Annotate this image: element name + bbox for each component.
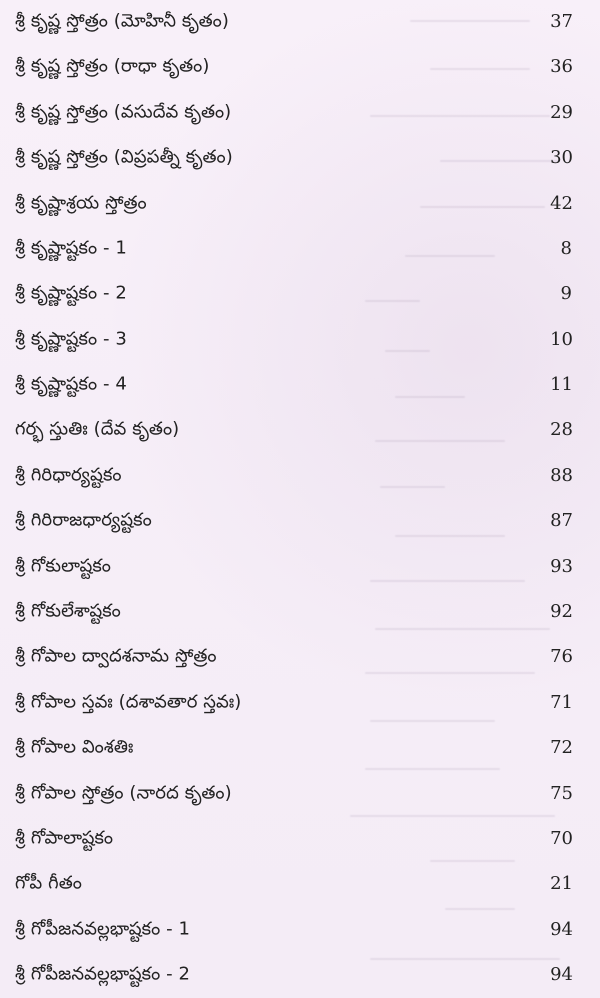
entry-title: గోపీ గీతం — [15, 872, 82, 894]
entry-title: శ్రీ కృష్ణాష్టకం - 1 — [15, 237, 127, 259]
toc-entry — [0, 726, 600, 770]
toc-entry — [0, 454, 600, 498]
entry-page-number: 42 — [550, 193, 573, 214]
entry-title: శ్రీ కృష్ణ స్తోత్రం (మోహినీ కృతం) — [15, 10, 229, 32]
entry-title: శ్రీ కృష్ణాష్టకం - 3 — [15, 328, 127, 350]
entry-title: శ్రీ గిరిరాజధార్యష్టకం — [15, 509, 152, 531]
entry-page-number: 94 — [550, 919, 573, 940]
entry-title: శ్రీ గోపీజనవల్లభాష్టకం - 1 — [15, 918, 191, 940]
toc-entry — [0, 545, 600, 589]
entry-title: శ్రీ గోకులాష్టకం — [15, 555, 112, 577]
entry-title: శ్రీ గోపాల స్తవః (దశావతార స్తవః) — [15, 691, 242, 713]
entry-page-number: 21 — [550, 873, 573, 894]
entry-page-number: 94 — [550, 964, 573, 985]
entry-title: శ్రీ గోపీజనవల్లభాష్టకం - 2 — [15, 963, 191, 985]
toc-entry — [0, 862, 600, 906]
entry-page-number: 76 — [550, 646, 573, 667]
entry-page-number: 37 — [550, 11, 573, 32]
toc-entry — [0, 908, 600, 952]
toc-entry — [0, 91, 600, 135]
toc-entry — [0, 318, 600, 362]
toc-entry — [0, 182, 600, 226]
entry-page-number: 71 — [550, 692, 573, 713]
entry-page-number: 72 — [550, 737, 573, 758]
toc-entry — [0, 408, 600, 452]
entry-page-number: 11 — [550, 374, 573, 395]
entry-title: గర్భ స్తుతిః (దేవ కృతం) — [15, 418, 180, 440]
toc-entry — [0, 363, 600, 407]
entry-title: శ్రీ గోపాల స్తోత్రం (నారద కృతం) — [15, 782, 232, 804]
entry-title: శ్రీ కృష్ణ స్తోత్రం (రాధా కృతం) — [15, 55, 210, 77]
toc-entry — [0, 635, 600, 679]
entry-page-number: 28 — [550, 419, 573, 440]
entry-page-number: 92 — [550, 601, 573, 622]
entry-page-number: 93 — [550, 556, 573, 577]
entry-title: శ్రీ గిరిధార్యష్టకం — [15, 464, 122, 486]
entry-title: శ్రీ కృష్ణాష్టకం - 4 — [15, 373, 127, 395]
toc-entry — [0, 681, 600, 725]
entry-title: శ్రీ గోపాల వింశతిః — [15, 736, 134, 758]
toc-entry — [0, 817, 600, 861]
entry-page-number: 75 — [550, 783, 573, 804]
entry-page-number: 87 — [550, 510, 573, 531]
toc-entry — [0, 45, 600, 89]
entry-title: శ్రీ గోకులేశాష్టకం — [15, 600, 121, 622]
entry-title: శ్రీ కృష్ణాశ్రయ స్తోత్రం — [15, 192, 147, 214]
entry-page-number: 70 — [550, 828, 573, 849]
entry-page-number: 9 — [560, 283, 572, 304]
toc-entry — [0, 590, 600, 634]
entry-page-number: 36 — [550, 56, 573, 77]
entry-page-number: 8 — [560, 238, 572, 259]
entry-title: శ్రీ గోపాలాష్టకం — [15, 827, 114, 849]
toc-entry — [0, 227, 600, 271]
toc-entry — [0, 136, 600, 180]
toc-entry — [0, 772, 600, 816]
entry-page-number: 30 — [550, 147, 573, 168]
toc-entry — [0, 272, 600, 316]
toc-entry — [0, 499, 600, 543]
toc-entry — [0, 0, 600, 44]
entry-page-number: 10 — [550, 329, 573, 350]
toc-entry — [0, 953, 600, 997]
entry-title: శ్రీ కృష్ణ స్తోత్రం (వసుదేవ కృతం) — [15, 101, 232, 123]
entry-title: శ్రీ గోపాల ద్వాదశనామ స్తోత్రం — [15, 645, 217, 667]
entry-page-number: 88 — [550, 465, 573, 486]
entry-title: శ్రీ కృష్ణ స్తోత్రం (విప్రపత్నీ కృతం) — [15, 146, 233, 168]
entry-title: శ్రీ కృష్ణాష్టకం - 2 — [15, 282, 127, 304]
entry-page-number: 29 — [550, 102, 573, 123]
